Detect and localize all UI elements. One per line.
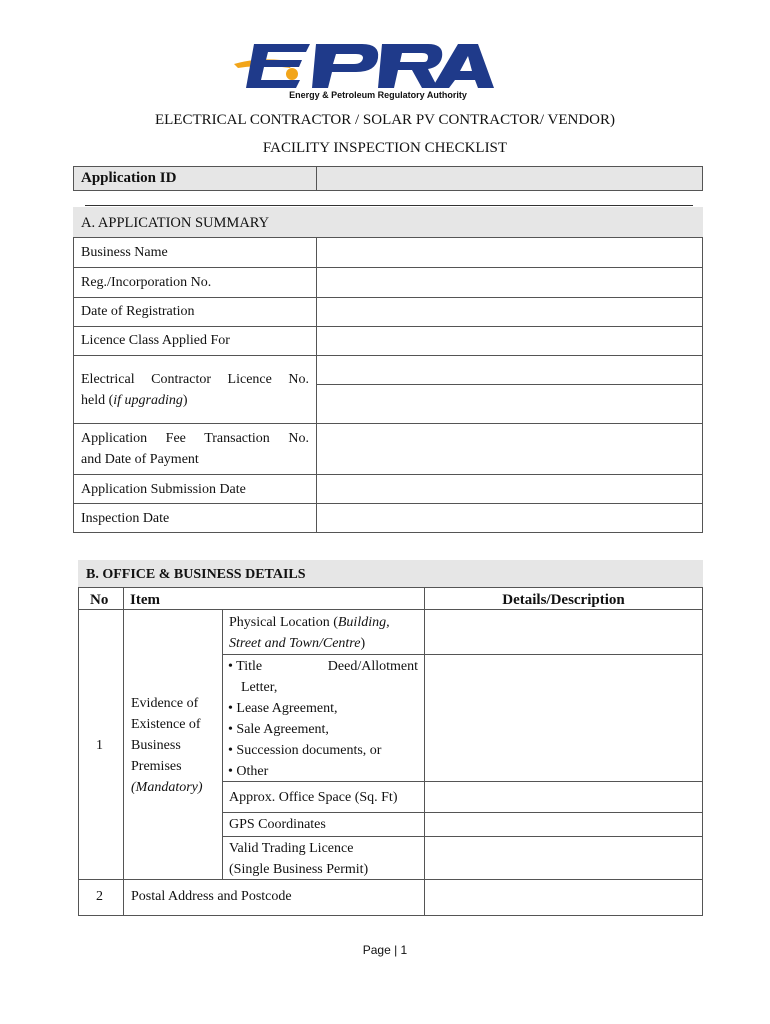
submission-date-label: Application Submission Date: [81, 482, 246, 497]
col-details-header: Details/Description: [502, 592, 625, 608]
logo-subtitle: Energy & Petroleum Regulatory Authority: [289, 90, 467, 100]
trading-licence-label-2: (Single Business Permit): [229, 862, 369, 877]
inspection-date-label: Inspection Date: [81, 511, 170, 526]
section-a-heading: A. APPLICATION SUMMARY: [81, 215, 270, 231]
application-id-label: Application ID: [81, 170, 177, 186]
gps-coordinates-label: GPS Coordinates: [229, 817, 326, 832]
postal-address-label: Postal Address and Postcode: [131, 889, 292, 904]
document-title-line1: ELECTRICAL CONTRACTOR / SOLAR PV CONTRACTOR/ VENDOR): [154, 112, 616, 128]
office-space-label: Approx. Office Space (Sq. Ft): [229, 790, 398, 805]
page-number: Page | 1: [362, 943, 408, 957]
fee-transaction-label-2: and Date of Payment: [81, 452, 199, 467]
section-b-heading: B. OFFICE & BUSINESS DETAILS: [86, 567, 306, 582]
registration-date-label: Date of Registration: [81, 304, 195, 319]
business-name-label: Business Name: [81, 245, 168, 260]
physical-location-label-2: Street and Town/Centre): [229, 636, 366, 651]
reg-no-label: Reg./Incorporation No.: [81, 275, 212, 290]
evidence-documents-list: • Title Deed/Allotment Letter, • Lease Agreement, • Sale Agreement, • Succession documents, or • Other: [228, 659, 418, 779]
fee-transaction-label: Application Fee Transaction No.: [81, 431, 309, 446]
trading-licence-label: Valid Trading Licence: [229, 841, 354, 856]
row-1-item: Evidence of Existence of Business Premises (Mandatory): [131, 696, 203, 795]
physical-location-label: Physical Location (Building,: [229, 615, 390, 630]
contractor-licence-label-2: held (if upgrading): [81, 393, 188, 408]
col-no-header: No: [90, 592, 109, 608]
document-title-line2: FACILITY INSPECTION CHECKLIST: [262, 140, 508, 156]
col-item-header: Item: [130, 592, 160, 608]
epra-logo: [232, 38, 524, 100]
row-2-number: 2: [96, 889, 103, 904]
licence-class-label: Licence Class Applied For: [81, 333, 230, 348]
row-1-number: 1: [96, 738, 103, 753]
contractor-licence-label: Electrical Contractor Licence No.: [81, 372, 309, 387]
